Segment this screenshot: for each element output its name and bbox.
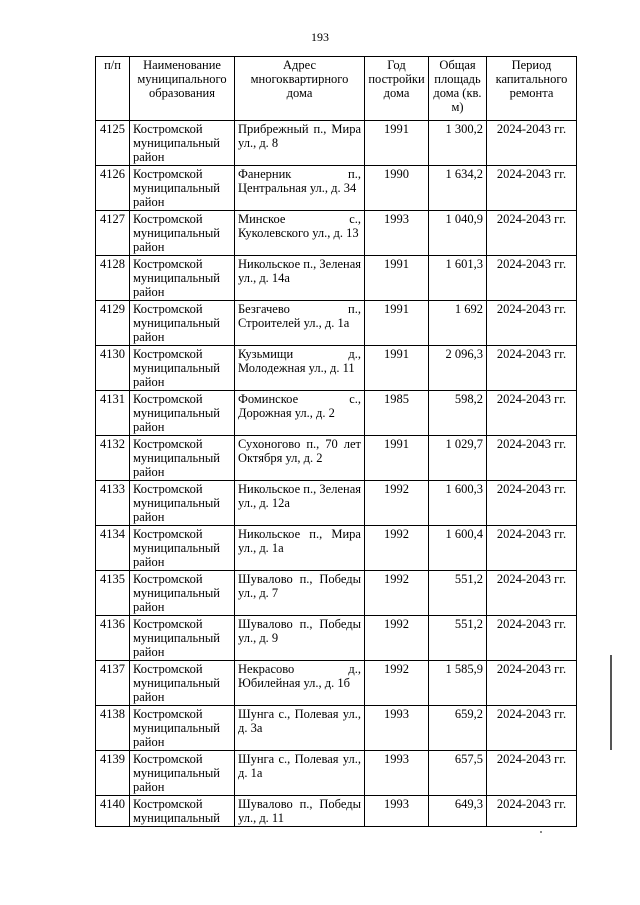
cell-area: 1 300,2	[429, 121, 487, 166]
scan-edge-mark	[610, 655, 612, 750]
cell-municipality: Костромской муниципальный район	[130, 166, 235, 211]
cell-municipality: Костромской муниципальный район	[130, 301, 235, 346]
cell-municipality: Костромской муниципальный район	[130, 481, 235, 526]
cell-num: 4127	[96, 211, 130, 256]
cell-municipality: Костромской муниципальный район	[130, 211, 235, 256]
cell-year: 1992	[365, 481, 429, 526]
cell-area: 649,3	[429, 796, 487, 827]
cell-num: 4137	[96, 661, 130, 706]
table-row	[96, 121, 577, 166]
cell-period: 2024-2043 гг.	[487, 436, 577, 481]
cell-address: Шунга с., Полевая ул., д. 1а	[235, 751, 365, 796]
cell-municipality: Костромской муниципальный	[130, 796, 235, 827]
cell-period: 2024-2043 гг.	[487, 661, 577, 706]
cell-area: 1 601,3	[429, 256, 487, 301]
cell-address: Шувалово п., Победы ул., д. 11	[235, 796, 365, 827]
cell-municipality: Костромской муниципальный район	[130, 751, 235, 796]
table-row	[96, 436, 577, 481]
cell-area: 1 692	[429, 301, 487, 346]
header-period: Период капитального ремонта	[487, 57, 577, 121]
cell-municipality: Костромской муниципальный район	[130, 436, 235, 481]
cell-num: 4128	[96, 256, 130, 301]
page-number: 193	[311, 30, 329, 44]
cell-year: 1992	[365, 571, 429, 616]
cell-year: 1992	[365, 661, 429, 706]
table-row	[96, 661, 577, 706]
cell-period: 2024-2043 гг.	[487, 526, 577, 571]
cell-address: Кузьмищи д., Молодежная ул., д. 11	[235, 346, 365, 391]
cell-address: Никольское п., Зеленая ул., д. 14а	[235, 256, 365, 301]
cell-address: Некрасово д., Юбилейная ул., д. 1б	[235, 661, 365, 706]
cell-year: 1991	[365, 346, 429, 391]
cell-year: 1991	[365, 256, 429, 301]
cell-year: 1993	[365, 796, 429, 827]
table-row	[96, 526, 577, 571]
header-municipality: Наименование муниципального образования	[130, 57, 235, 121]
cell-num: 4136	[96, 616, 130, 661]
table-row	[96, 751, 577, 796]
cell-num: 4131	[96, 391, 130, 436]
cell-period: 2024-2043 гг.	[487, 256, 577, 301]
table-row	[96, 796, 577, 827]
cell-municipality: Костромской муниципальный район	[130, 391, 235, 436]
table-row	[96, 706, 577, 751]
cell-period: 2024-2043 гг.	[487, 481, 577, 526]
cell-year: 1990	[365, 166, 429, 211]
cell-num: 4133	[96, 481, 130, 526]
cell-address: Фоминское с., Дорожная ул., д. 2	[235, 391, 365, 436]
header-address: Адрес многоквартирного дома	[235, 57, 365, 121]
cell-area: 1 585,9	[429, 661, 487, 706]
cell-year: 1985	[365, 391, 429, 436]
cell-period: 2024-2043 гг.	[487, 301, 577, 346]
header-area: Общая площадь дома (кв. м)	[429, 57, 487, 121]
cell-address: Сухоногово п., 70 лет Октября ул, д. 2	[235, 436, 365, 481]
cell-municipality: Костромской муниципальный район	[130, 526, 235, 571]
cell-period: 2024-2043 гг.	[487, 121, 577, 166]
cell-year: 1993	[365, 211, 429, 256]
cell-municipality: Костромской муниципальный район	[130, 346, 235, 391]
table-row	[96, 211, 577, 256]
cell-year: 1991	[365, 301, 429, 346]
cell-address: Шунга с., Полевая ул., д. 3а	[235, 706, 365, 751]
cell-num: 4140	[96, 796, 130, 827]
cell-address: Прибрежный п., Мира ул., д. 8	[235, 121, 365, 166]
table-row	[96, 256, 577, 301]
cell-municipality: Костромской муниципальный район	[130, 661, 235, 706]
cell-num: 4129	[96, 301, 130, 346]
header-num: п/п	[96, 57, 130, 121]
cell-num: 4125	[96, 121, 130, 166]
header-year: Год постройки дома	[365, 57, 429, 121]
cell-address: Шувалово п., Победы ул., д. 9	[235, 616, 365, 661]
cell-address: Никольское п., Зеленая ул., д. 12а	[235, 481, 365, 526]
cell-num: 4132	[96, 436, 130, 481]
cell-period: 2024-2043 гг.	[487, 616, 577, 661]
table-row	[96, 616, 577, 661]
table-row	[96, 481, 577, 526]
cell-num: 4126	[96, 166, 130, 211]
cell-period: 2024-2043 гг.	[487, 706, 577, 751]
table-header-row	[96, 57, 577, 121]
cell-address: Минское с., Куколевского ул., д. 13	[235, 211, 365, 256]
cell-num: 4139	[96, 751, 130, 796]
table-row	[96, 346, 577, 391]
cell-area: 657,5	[429, 751, 487, 796]
cell-period: 2024-2043 гг.	[487, 211, 577, 256]
cell-area: 1 634,2	[429, 166, 487, 211]
cell-area: 2 096,3	[429, 346, 487, 391]
cell-municipality: Костромской муниципальный район	[130, 121, 235, 166]
cell-area: 551,2	[429, 571, 487, 616]
cell-municipality: Костромской муниципальный район	[130, 571, 235, 616]
table-row	[96, 301, 577, 346]
table-row	[96, 166, 577, 211]
housing-registry-table	[95, 56, 577, 827]
cell-num: 4138	[96, 706, 130, 751]
cell-num: 4135	[96, 571, 130, 616]
cell-num: 4134	[96, 526, 130, 571]
cell-address: Никольское п., Мира ул., д. 1а	[235, 526, 365, 571]
cell-municipality: Костромской муниципальный район	[130, 256, 235, 301]
cell-municipality: Костромской муниципальный район	[130, 616, 235, 661]
cell-year: 1992	[365, 526, 429, 571]
cell-year: 1991	[365, 121, 429, 166]
cell-year: 1992	[365, 616, 429, 661]
cell-municipality: Костромской муниципальный район	[130, 706, 235, 751]
cell-period: 2024-2043 гг.	[487, 796, 577, 827]
cell-area: 1 600,4	[429, 526, 487, 571]
cell-area: 1 029,7	[429, 436, 487, 481]
cell-num: 4130	[96, 346, 130, 391]
cell-year: 1991	[365, 436, 429, 481]
cell-year: 1993	[365, 751, 429, 796]
cell-period: 2024-2043 гг.	[487, 166, 577, 211]
cell-period: 2024-2043 гг.	[487, 571, 577, 616]
cell-area: 1 600,3	[429, 481, 487, 526]
cell-period: 2024-2043 гг.	[487, 346, 577, 391]
cell-period: 2024-2043 гг.	[487, 391, 577, 436]
cell-area: 659,2	[429, 706, 487, 751]
table-row	[96, 391, 577, 436]
cell-address: Безгачево п., Строителей ул., д. 1а	[235, 301, 365, 346]
cell-address: Шувалово п., Победы ул., д. 7	[235, 571, 365, 616]
cell-period: 2024-2043 гг.	[487, 751, 577, 796]
cell-area: 551,2	[429, 616, 487, 661]
cell-area: 598,2	[429, 391, 487, 436]
cell-year: 1993	[365, 706, 429, 751]
scan-dot	[540, 831, 542, 833]
cell-area: 1 040,9	[429, 211, 487, 256]
table-row	[96, 571, 577, 616]
cell-address: Фанерник п., Центральная ул., д. 34	[235, 166, 365, 211]
